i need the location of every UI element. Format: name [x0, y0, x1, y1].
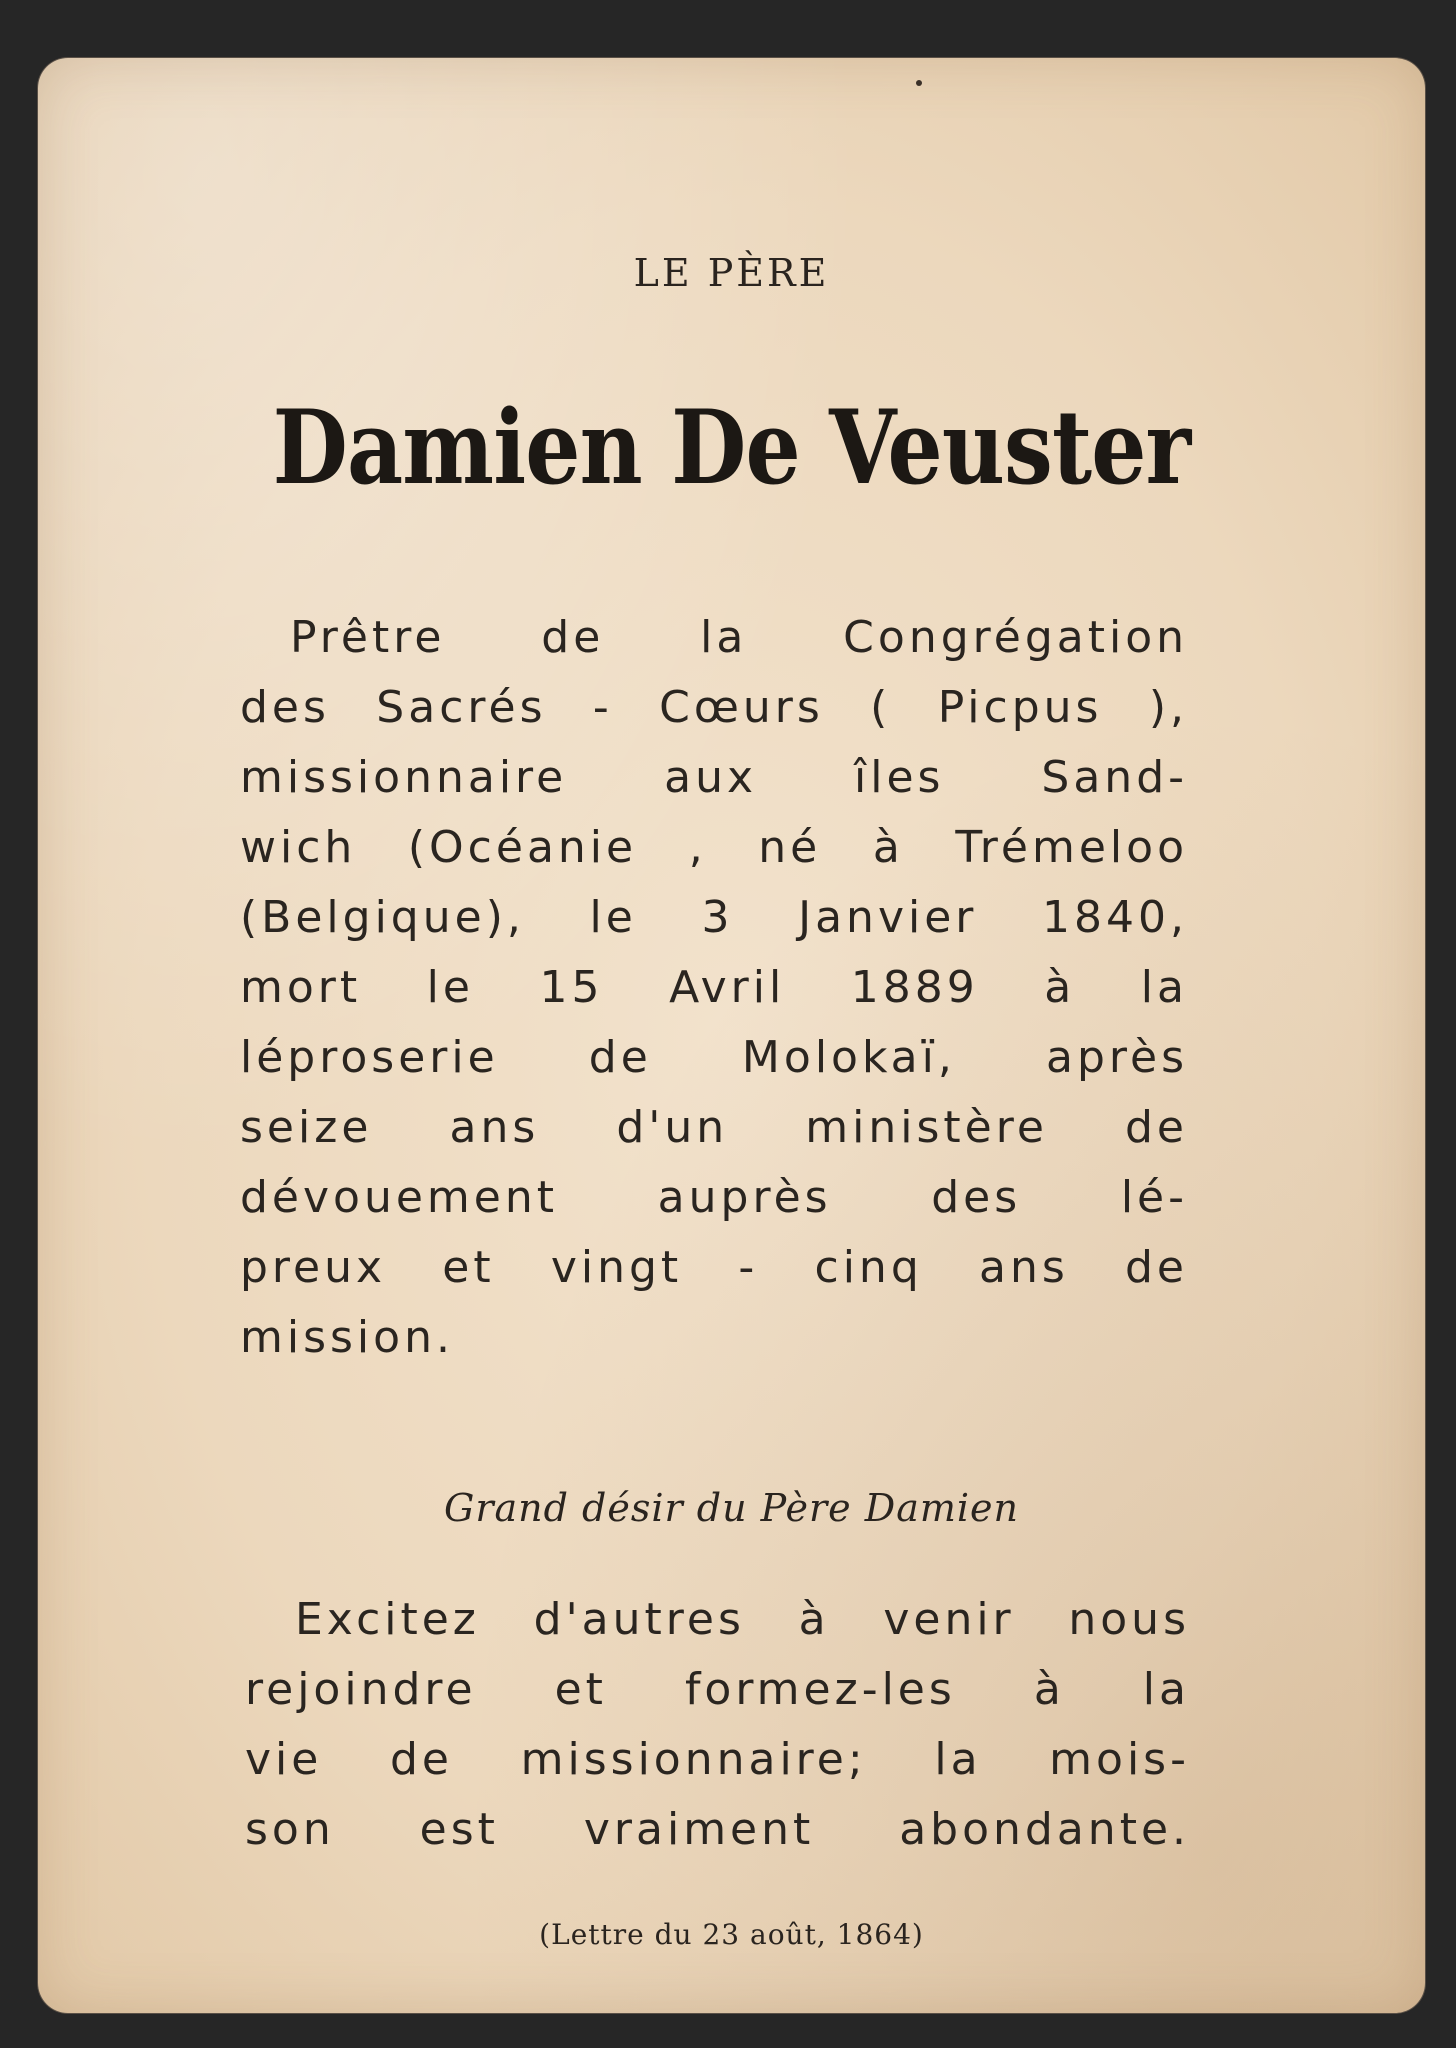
card-header: LE PÈRE: [633, 251, 830, 295]
prayer-card: [38, 58, 1425, 2013]
biography-line: missionnaire aux îles Sand-: [240, 752, 1188, 803]
quote-line: vie de missionnaire; la mois-: [245, 1734, 1190, 1785]
biography-line: léproserie de Molokaï, après: [240, 1032, 1188, 1083]
biography-text: [240, 603, 1188, 1373]
biography-line: dévouement auprès des lé-: [240, 1172, 1188, 1223]
quote-line: rejoindre et formez-les à la: [245, 1664, 1190, 1715]
letter-citation: (Lettre du 23 août, 1864): [539, 1918, 924, 1951]
biography-line: Prêtre de la Congrégation: [290, 612, 1188, 663]
biography-line: (Belgique), le 3 Janvier 1840,: [240, 892, 1188, 943]
quote-text: [245, 1585, 1190, 1865]
biography-line: preux et vingt - cinq ans de: [240, 1242, 1188, 1293]
biography-line: wich (Océanie , né à Trémeloo: [240, 822, 1188, 873]
quote-line: Excitez d'autres à venir nous: [295, 1594, 1190, 1645]
biography-line: mission.: [240, 1312, 454, 1363]
quote-line: son est vraiment abondante.: [245, 1804, 1190, 1855]
biography-line: seize ans d'un ministère de: [240, 1102, 1188, 1153]
card-name-title: Damien De Veuster: [272, 388, 1191, 508]
biography-line: des Sacrés - Cœurs ( Picpus ),: [240, 682, 1188, 733]
ink-speck: [916, 80, 922, 86]
biography-line: mort le 15 Avril 1889 à la: [240, 962, 1188, 1013]
quote-subtitle: Grand désir du Père Damien: [444, 1486, 1019, 1530]
